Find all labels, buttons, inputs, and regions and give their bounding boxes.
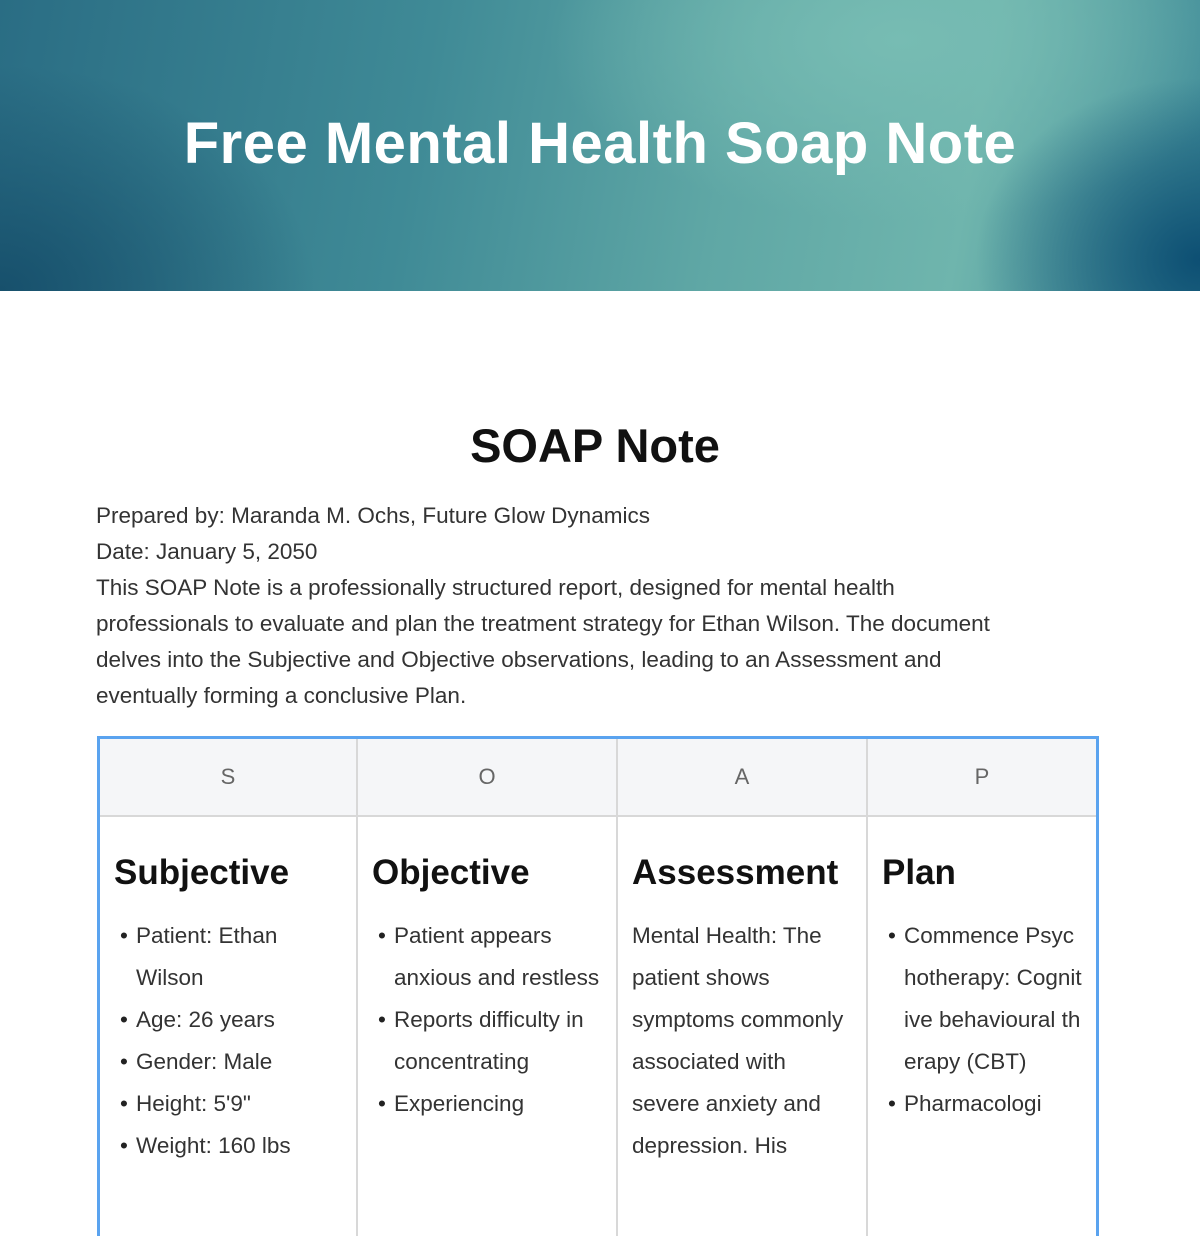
list-item: • Age: 26 years: [136, 999, 346, 1041]
list-item: • Reports difficulty in concentrating: [394, 999, 606, 1083]
list-item: • Commence Psychotherapy: Cognitive behavioural therapy (CBT): [904, 915, 1086, 1083]
subjective-column: [100, 739, 358, 1236]
list-item: • Pharmacologi: [904, 1083, 1086, 1125]
subjective-list: [114, 915, 346, 1167]
intro-paragraph: This SOAP Note is a professionally structured report, designed for mental health professionals to evaluate and plan the treatment strategy for Ethan Wilson. The document delves into the Subjective and Objective observations, leading to an Assessment and eventually forming a conclusive Plan.: [96, 575, 990, 708]
column-header-o: O: [358, 739, 616, 817]
list-item: • Height: 5'9": [136, 1083, 346, 1125]
assessment-text: Mental Health: The patient shows symptoms commonly associated with severe anxiety and depression. His: [632, 923, 844, 1158]
document-meta: [96, 498, 1016, 714]
plan-column: [868, 739, 1096, 1236]
list-item: • Weight: 160 lbs: [136, 1125, 346, 1167]
soap-table: [97, 736, 1099, 1236]
list-item: • Patient: Ethan Wilson: [136, 915, 346, 999]
assessment-column: [618, 739, 868, 1236]
objective-column: [358, 739, 618, 1236]
list-item: • Gender: Male: [136, 1041, 346, 1083]
header-banner: [0, 0, 1200, 291]
objective-heading: Objective: [372, 853, 530, 892]
prepared-by: Prepared by: Maranda M. Ochs, Future Glow Dynamics: [96, 503, 650, 528]
list-item: • Patient appears anxious and restless: [394, 915, 606, 999]
list-item: • Experiencing: [394, 1083, 606, 1125]
objective-list: [372, 915, 606, 1125]
assessment-heading: Assessment: [632, 853, 839, 892]
subjective-heading: Subjective: [114, 853, 290, 892]
column-header-a: A: [618, 739, 866, 817]
plan-list: [882, 915, 1086, 1125]
banner-title: Free Mental Health Soap Note: [183, 111, 1017, 176]
page-title: SOAP Note: [470, 419, 720, 472]
column-header-s: S: [100, 739, 356, 817]
column-header-p: P: [868, 739, 1096, 817]
plan-heading: Plan: [882, 853, 956, 892]
document-date: Date: January 5, 2050: [96, 539, 318, 564]
